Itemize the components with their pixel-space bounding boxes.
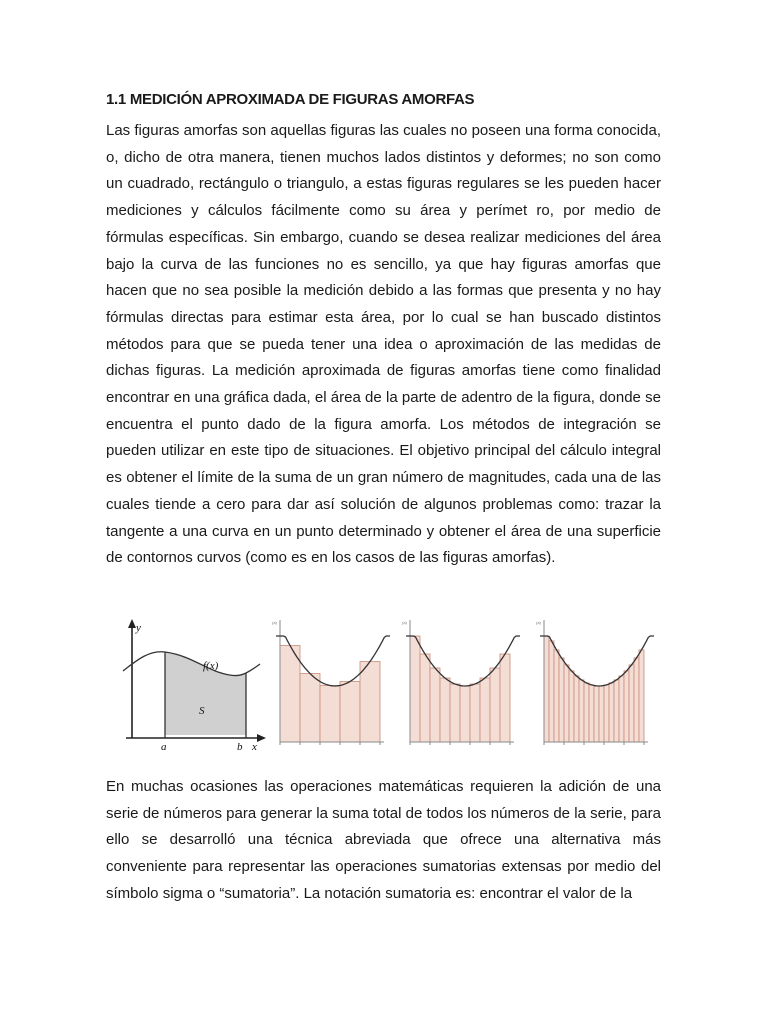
- riemann-rectangle: [559, 658, 564, 742]
- riemann-rectangle: [554, 650, 559, 742]
- riemann-rectangle: [470, 684, 480, 742]
- riemann-rectangle: [604, 685, 609, 742]
- riemann-rectangle: [490, 668, 500, 742]
- riemann-rectangle: [410, 636, 420, 742]
- riemann-rectangle: [440, 678, 450, 742]
- riemann-sum-figure-10: [400, 614, 520, 754]
- paragraph-sumatoria: En muchas ocasiones las operaciones matemáticas requieren la adición de una serie de números para generar la suma total de todos los números de la serie, para ello se desarrolló una técnica abreviada que ofrece una alternativa más conveniente para representar las operaciones sumatorias extensas por medio del símbolo sigma o “sumatoria”. La notación sumatoria es: encontrar el valor de la: [106, 778, 661, 902]
- riemann-sum-figure-20: [534, 614, 654, 754]
- area-label: S: [199, 705, 205, 717]
- x-axis-label: x: [252, 741, 257, 753]
- riemann-rectangle: [609, 683, 614, 742]
- riemann-rectangle: [639, 650, 644, 742]
- riemann-rectangle: [569, 671, 574, 742]
- riemann-rectangle: [450, 684, 460, 742]
- riemann-rectangle: [634, 658, 639, 742]
- y-axis-arrow: [128, 619, 136, 628]
- y-axis-label: y: [136, 622, 141, 634]
- riemann-sum-figure-5: [270, 614, 390, 754]
- riemann-rectangle: [599, 686, 604, 742]
- b-label: b: [237, 741, 243, 753]
- riemann-rectangle: [430, 668, 440, 742]
- riemann-rectangle: [300, 674, 320, 743]
- riemann-rectangle: [624, 671, 629, 742]
- x-axis-arrow: [257, 734, 266, 742]
- riemann-rectangle: [629, 665, 634, 742]
- riemann-rectangle: [579, 680, 584, 742]
- area-under-curve-figure: [118, 614, 268, 754]
- riemann-rectangle: [589, 685, 594, 742]
- riemann-rectangle: [549, 641, 554, 742]
- riemann-rectangle: [584, 683, 589, 742]
- riemann-rectangle: [544, 636, 549, 742]
- riemann-rectangle: [460, 686, 470, 742]
- riemann-rectangle: [574, 676, 579, 742]
- function-label: f(x): [203, 660, 219, 672]
- paragraph-intro: Las figuras amorfas son aquellas figuras las cuales no poseen una forma conocida, o, dicho de otra manera, tienen muchos lados distintos y deformes; no son como un cuadrado, rectángulo o triangulo, a estas figuras regulares se les pueden hacer mediciones y cálculos fácilmente como su área y perímet ro, por medio de fórmulas específicas. Sin embargo, cuando se desea realizar mediciones del área bajo la curva de las funciones no es sencillo, ya que hay figuras amorfas que hacen que no sea posible la medición debido a las formas que presenta y no hay fórmulas directas para estimar esta área, por lo cual se han buscado distintos métodos para que se pueda tener una idea o aproximación de las medidas de dichas figuras. La medición aproximada de figuras amorfas tiene como finalidad encontrar en una gráfica dada, el área de la parte de adentro de la figura, donde se encuentra el punto dado de la figura amorfa. Los métodos de integración se pueden utilizar en este tipo de situaciones. El objetivo principal del cálculo integral es obtener el límite de la suma de un gran número de magnitudes, cada una de las cuales tiende a cero para dar así solución de algunos problemas como: trazar la tangente a una curva en un punto determinado y obtener el área de una superficie de contornos curvos (como es en los casos de las figuras amorfas).: [106, 122, 661, 567]
- riemann-rectangle: [280, 646, 300, 743]
- riemann-rectangle: [360, 662, 380, 743]
- y-tick-label: (a): [536, 620, 541, 625]
- riemann-rectangle: [420, 654, 430, 742]
- riemann-rectangle: [500, 654, 510, 742]
- riemann-rectangle: [614, 680, 619, 742]
- section-heading: 1.1 MEDICIÓN APROXIMADA DE FIGURAS AMORFAS: [106, 91, 475, 108]
- riemann-rectangle: [619, 676, 624, 742]
- riemann-rectangle: [564, 665, 569, 742]
- riemann-rectangle: [480, 678, 490, 742]
- y-tick-label: (a): [402, 620, 407, 625]
- riemann-rectangle: [594, 686, 599, 742]
- riemann-rectangle: [320, 686, 340, 743]
- a-label: a: [161, 741, 167, 753]
- riemann-rectangle: [340, 682, 360, 743]
- y-tick-label: (a): [272, 620, 277, 625]
